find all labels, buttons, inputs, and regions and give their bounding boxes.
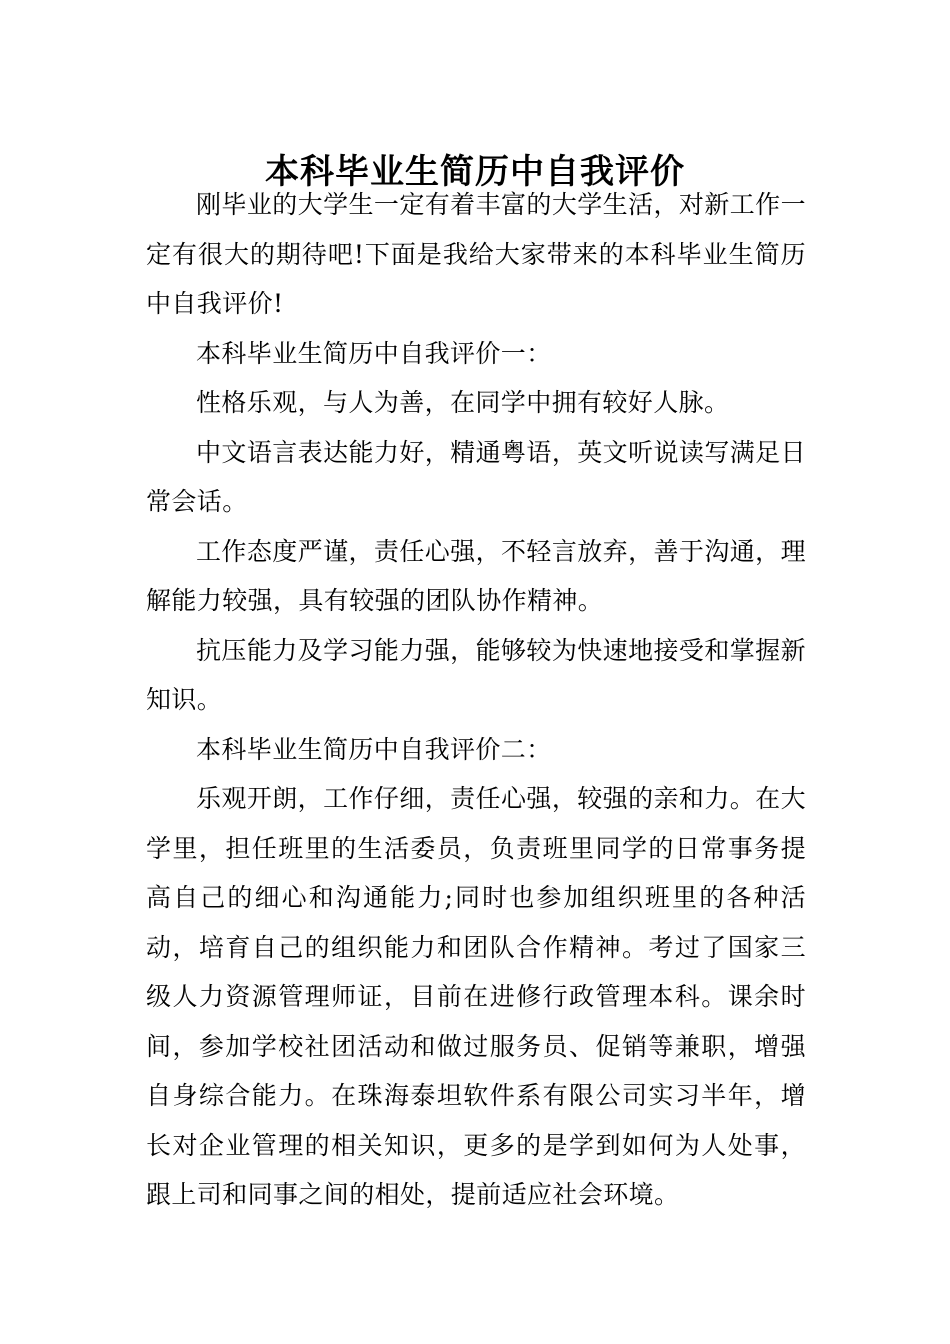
section-heading-two: 本科毕业生简历中自我评价二： [196, 734, 552, 764]
document-body [146, 180, 806, 1220]
paragraph: 工作态度严谨，责任心强，不轻言放弃，善于沟通，理解能力较强，具有较强的团队协作精神。 [146, 536, 806, 615]
section-heading-one: 本科毕业生简历中自我评价一： [196, 338, 552, 368]
intro-paragraph: 刚毕业的大学生一定有着丰富的大学生活，对新工作一定有很大的期待吧!下面是我给大家带来的本科毕业生简历中自我评价! [146, 190, 806, 318]
paragraph: 中文语言表达能力好，精通粤语，英文听说读写满足日常会话。 [146, 437, 806, 516]
document-title: 本科毕业生简历中自我评价 [265, 151, 685, 192]
paragraph: 性格乐观，与人为善，在同学中拥有较好人脉。 [196, 388, 730, 417]
paragraph: 乐观开朗，工作仔细，责任心强，较强的亲和力。在大学里，担任班里的生活委员，负责班里同学的日常事务提高自己的细心和沟通能力;同时也参加组织班里的各种活动，培育自己的组织能力和团队合作精神。考过了国家三级人力资源管理师证，目前在进修行政管理本科。课余时间，参加学校社团活动和做过服务员、促销等兼职，增强自身综合能力。在珠海泰坦软件系有限公司实习半年，增长对企业管理的相关知识，更多的是学到如何为人处事，跟上司和同事之间的相处，提前适应社会环境。 [146, 784, 806, 1209]
paragraph: 抗压能力及学习能力强，能够较为快速地接受和掌握新知识。 [146, 635, 806, 714]
